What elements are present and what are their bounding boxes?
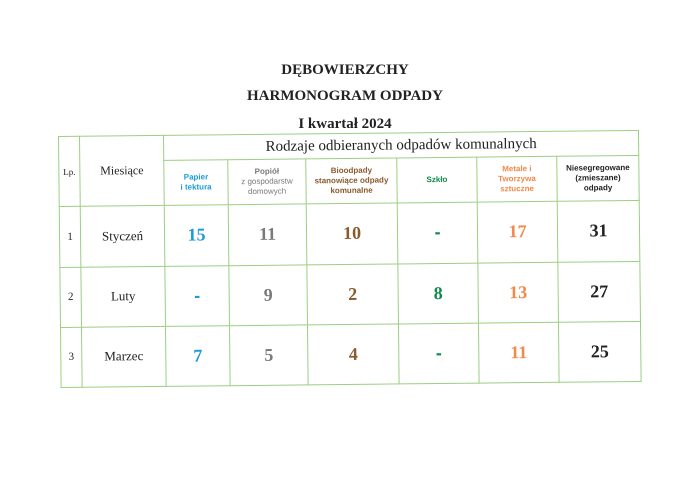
- pickup-day: 9: [229, 264, 308, 325]
- title-village: DĘBOWIERZCHY: [281, 62, 409, 78]
- header-lp: Lp.: [59, 136, 81, 206]
- table-row: [61, 321, 642, 387]
- pickup-day: 10: [306, 203, 398, 264]
- category-header: [557, 156, 639, 202]
- table-row: [60, 261, 641, 327]
- header-month: Miesiące: [80, 135, 165, 206]
- month-name: Styczeń: [80, 206, 165, 267]
- pickup-day: 15: [164, 205, 229, 266]
- category-label: Niesegregowane (zmieszane) odpady: [566, 163, 630, 193]
- header-waste-types: Rodzaje odbieranych odpadów komunalnych: [163, 130, 638, 160]
- category-label: Popiół: [254, 166, 280, 177]
- pickup-day: -: [398, 323, 479, 384]
- month-name: Marzec: [82, 326, 167, 387]
- pickup-day: 4: [307, 324, 399, 385]
- table-row: [59, 201, 640, 267]
- pickup-day: 11: [478, 322, 559, 383]
- pickup-day: -: [165, 265, 230, 326]
- category-label: Szkło: [426, 175, 448, 185]
- schedule-table: [58, 130, 642, 388]
- category-label: Papier i tektura: [180, 172, 212, 192]
- category-label: Bioodpady stanowiące odpady komunalne: [314, 165, 389, 196]
- schedule-table-wrapper: [58, 130, 641, 388]
- row-number: 3: [61, 327, 83, 387]
- row-number: 1: [59, 207, 81, 267]
- pickup-day: 27: [558, 261, 641, 322]
- pickup-day: 7: [165, 325, 230, 386]
- pickup-day: 2: [307, 263, 399, 324]
- pickup-day: 31: [557, 201, 640, 262]
- pickup-day: 17: [477, 202, 558, 263]
- category-header: [477, 156, 557, 202]
- category-header: [306, 158, 397, 204]
- month-name: Luty: [81, 266, 166, 327]
- category-header: [397, 157, 477, 203]
- pickup-day: 25: [558, 321, 641, 382]
- pickup-day: 5: [229, 325, 308, 386]
- category-sublabel: z gospodarstw domowych: [241, 176, 293, 197]
- pickup-day: -: [397, 202, 478, 263]
- pickup-day: 13: [478, 262, 559, 323]
- row-number: 2: [60, 267, 82, 327]
- category-header: [228, 159, 306, 205]
- title-schedule: HARMONOGRAM ODPADY: [247, 88, 443, 104]
- pickup-day: 11: [228, 204, 307, 265]
- pickup-day: 8: [398, 263, 479, 324]
- category-label: Metale i Tworzywa sztuczne: [498, 164, 536, 194]
- category-header: [164, 160, 228, 206]
- title-quarter: I kwartał 2024: [298, 116, 392, 132]
